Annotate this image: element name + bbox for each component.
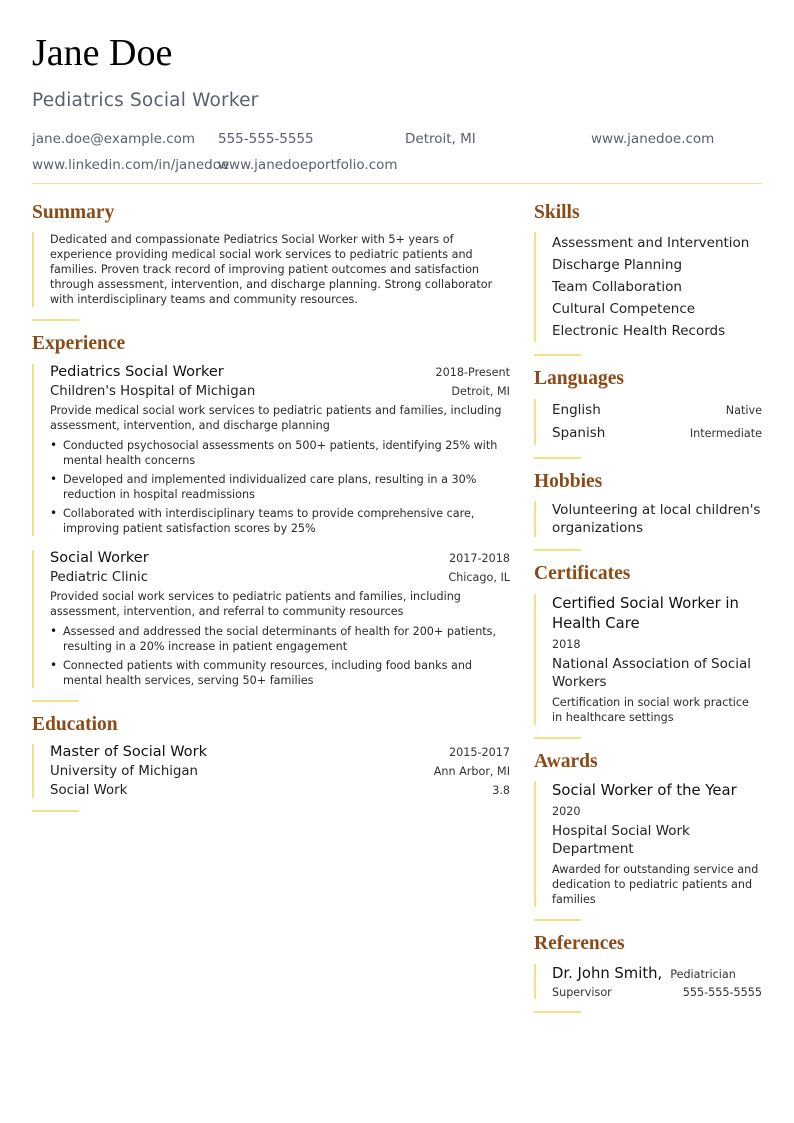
linkedin-link[interactable]: www.linkedin.com/in/janedoe bbox=[32, 157, 230, 173]
reference-relation: Supervisor bbox=[552, 985, 612, 999]
reference-name: Dr. John Smith, bbox=[552, 964, 663, 982]
left-column bbox=[32, 202, 510, 824]
experience-section bbox=[32, 333, 510, 701]
portfolio-link[interactable]: www.janedoeportfolio.com bbox=[218, 157, 398, 173]
job-location: Chicago, IL bbox=[448, 570, 510, 584]
skills-heading: Skills bbox=[534, 202, 580, 223]
section-divider bbox=[534, 354, 581, 356]
languages-heading: Languages bbox=[534, 368, 624, 390]
job-bullets bbox=[50, 624, 510, 688]
job-bullet: • Connected patients with community resources, including food banks and mental health services, serving 50+ families bbox=[50, 658, 510, 688]
skill-item: Assessment and Intervention bbox=[552, 235, 750, 252]
gpa: 3.8 bbox=[492, 784, 510, 798]
certificate-description: Certification in social work practice in healthcare settings bbox=[552, 695, 749, 724]
language-level: Native bbox=[725, 403, 762, 417]
experience-heading: Experience bbox=[32, 333, 126, 355]
languages-section bbox=[534, 368, 762, 458]
job-description: Provided social work services to pediatric patients and families, including assessment, intervention, and referral to community resources bbox=[50, 589, 461, 618]
awards-heading: Awards bbox=[534, 750, 598, 772]
award-description: Awarded for outstanding service and dedication to pediatric patients and families bbox=[552, 863, 759, 907]
candidate-title: Pediatrics Social Worker bbox=[32, 90, 259, 111]
language-name: English bbox=[552, 401, 601, 418]
skill-item: Electronic Health Records bbox=[552, 323, 726, 340]
reference-phone: 555-555-5555 bbox=[682, 985, 762, 999]
school-location: Ann Arbor, MI bbox=[433, 765, 510, 779]
summary-text: Dedicated and compassionate Pediatrics Social Worker with 5+ years of experience providing medical social work services to pediatric patients and families. Proven track record of improving patient outcomes and satisfaction through assessment, intervention, and discharge planning. Strong collaborator with interdisciplinary teams and community resources. bbox=[50, 233, 493, 307]
reference-role: Pediatrician bbox=[670, 967, 736, 981]
job-bullet: • Collaborated with interdisciplinary teams to provide comprehensive care, improving patient satisfaction scores by 25% bbox=[50, 506, 510, 536]
section-divider bbox=[534, 549, 581, 551]
section-divider bbox=[534, 1011, 581, 1013]
phone-number: 555-555-5555 bbox=[218, 131, 314, 147]
header-divider bbox=[32, 183, 762, 184]
location: Detroit, MI bbox=[405, 131, 476, 147]
field-of-study: Social Work bbox=[50, 783, 128, 799]
language-row bbox=[552, 399, 762, 422]
job-dates: 2018-Present bbox=[435, 365, 510, 379]
section-divider bbox=[534, 919, 581, 921]
job-bullets bbox=[50, 438, 510, 536]
job-employer: Pediatric Clinic bbox=[50, 569, 149, 585]
job-employer: Children's Hospital of Michigan bbox=[50, 383, 256, 399]
job-bullet: • Conducted psychosocial assessments on 500+ patients, identifying 25% with mental health concerns bbox=[50, 438, 510, 468]
section-divider bbox=[534, 737, 581, 739]
job-entry bbox=[50, 364, 510, 536]
references-section bbox=[534, 933, 762, 1012]
education-heading: Education bbox=[32, 713, 118, 735]
language-level: Intermediate bbox=[689, 426, 762, 440]
certificate-issuer: National Association of Social Workers bbox=[552, 655, 752, 690]
hobbies-section bbox=[534, 471, 762, 551]
job-bullet: • Assessed and addressed the social determinants of health for 200+ patients, resulting in a 20% increase in patient engagement bbox=[50, 624, 510, 654]
job-description: Provide medical social work services to pediatric patients and families, including assessment, intervention, and discharge planning bbox=[50, 403, 502, 432]
job-location: Detroit, MI bbox=[451, 384, 510, 398]
job-title: Pediatrics Social Worker bbox=[50, 363, 224, 380]
certificates-section bbox=[534, 563, 762, 738]
section-divider bbox=[32, 319, 79, 321]
school-name: University of Michigan bbox=[50, 764, 198, 780]
skill-item: Discharge Planning bbox=[552, 257, 683, 274]
skills-section bbox=[534, 202, 762, 356]
right-column bbox=[534, 202, 762, 1025]
section-divider bbox=[534, 457, 581, 459]
job-title: Social Worker bbox=[50, 549, 149, 566]
awards-section bbox=[534, 751, 762, 921]
education-section bbox=[32, 714, 510, 812]
references-heading: References bbox=[534, 933, 625, 955]
award-issuer: Hospital Social Work Department bbox=[552, 823, 690, 858]
job-dates: 2017-2018 bbox=[449, 551, 510, 565]
contact-info bbox=[32, 131, 762, 183]
summary-section bbox=[32, 202, 510, 321]
certificate-year: 2018 bbox=[552, 637, 581, 651]
section-divider bbox=[32, 700, 79, 702]
hobby-item: Volunteering at local children's organizations bbox=[552, 502, 761, 537]
language-row bbox=[552, 422, 762, 445]
degree-title: Master of Social Work bbox=[50, 744, 208, 761]
candidate-name: Jane Doe bbox=[32, 32, 173, 74]
hobbies-heading: Hobbies bbox=[534, 470, 603, 492]
summary-heading: Summary bbox=[32, 202, 115, 223]
certificates-heading: Certificates bbox=[534, 563, 631, 585]
education-dates: 2015-2017 bbox=[449, 746, 510, 760]
job-entry bbox=[50, 550, 510, 688]
section-divider bbox=[32, 810, 79, 812]
website-link[interactable]: www.janedoe.com bbox=[591, 131, 715, 147]
email-link[interactable]: jane.doe@example.com bbox=[32, 131, 196, 147]
award-title: Social Worker of the Year bbox=[552, 782, 737, 800]
language-name: Spanish bbox=[552, 424, 606, 441]
award-year: 2020 bbox=[552, 805, 581, 819]
certificate-title: Certified Social Worker in Health Care bbox=[552, 594, 739, 632]
skill-item: Cultural Competence bbox=[552, 301, 696, 318]
job-bullet: • Developed and implemented individualized care plans, resulting in a 30% reduction in hospital readmissions bbox=[50, 472, 510, 502]
skill-item: Team Collaboration bbox=[552, 279, 682, 296]
